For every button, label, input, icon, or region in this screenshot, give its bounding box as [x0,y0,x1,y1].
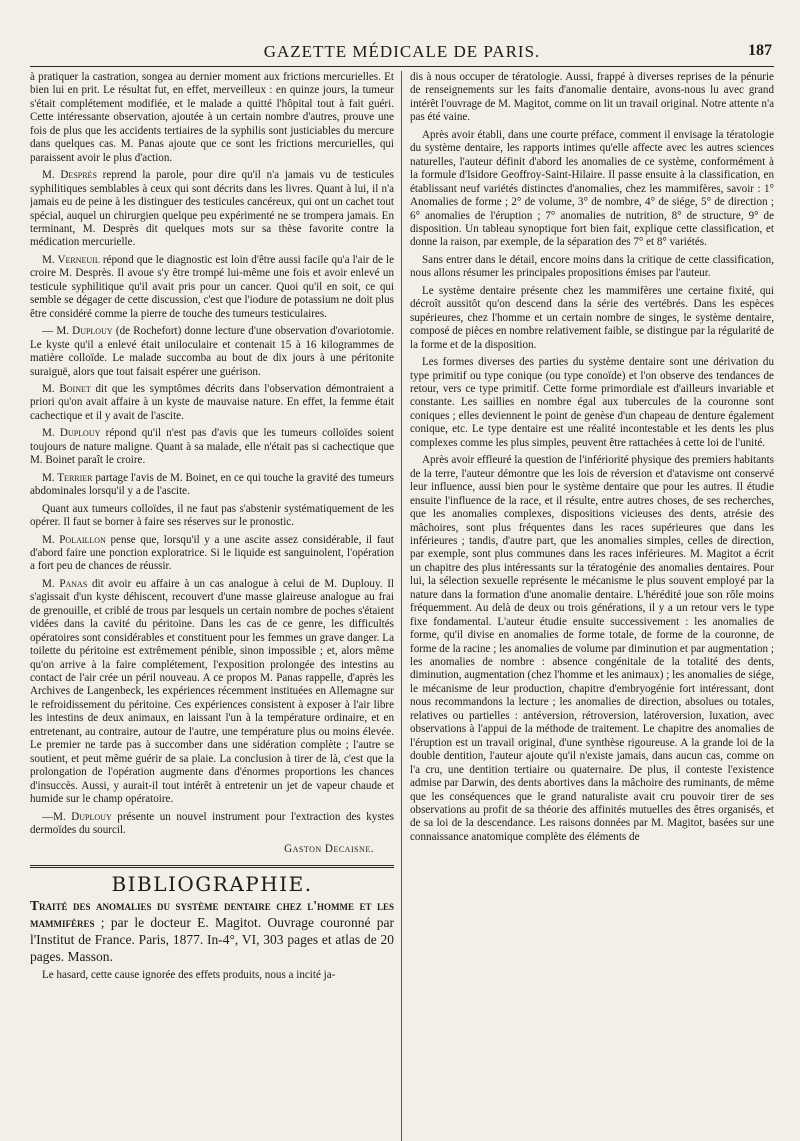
paragraph-text: partage l'avis de M. Boinet, en ce qui touche la gravité des tumeurs abdominales lorsqu'il y a de l'ascite. [30,471,394,498]
paragraph-text: dit que les symptômes décrits dans l'observation démontraient a priori qu'on avait affaire à un kyste de mauvaise nature. En effet, la femme était cachectique et il y avait de l'ascite. [30,382,394,422]
paragraph-text: dit avoir eu affaire à un cas analogue à celui de M. Duplouy. Il s'agissait d'un kyste déhiscent, recouvert d'une masse glaireuse analogue au frai de grenouille, et criblé de trous par lesquels un certain nombre de poches s'étaient vidées dans la cavité du péritoine. Dans les cas de ce genre, les difficultés opératoires sont considérables et constituent pour les femmes un grave danger. La toilette du péritoine est extrêmement pénible, sinon impossible ; et, alors même qu'on arrive à la faire complétement, l'exposition prolongée des intestins au contact de l'air crée un péril nouveau. A ce propos M. Panas rappelle, d'après les Archives de Langenbeck, les expériences récemment instituées en Allemagne sur le refroidissement du péritoine. Ces expériences consistent à exposer à l'air libre les intestins de deux animaux, en laissant l'un à la température ordinaire, et en entretenant, au contraire, autour de l'autre, une température plus ou moins élevée. Le premier ne tarde pas à succomber dans une sidération complète ; l'autre se soutient, et peut même guérir de sa plaie. La conclusion à tirer de là, c'est que la prolongation de l'opération augmente dans d'énormes proportions les chances d'insuccès. Aussi, y aurait-il tout intérêt à entretenir un jet de vapeur chaude et humide sur le champ opératoire. [30,577,394,806]
paragraph-text: présente un nouvel instrument pour l'extraction des kystes dermoïdes du sourcil. [30,810,394,837]
paragraph: Sans entrer dans le détail, encore moins dans la critique de cette classification, nous allons résumer les principales propositions émises par l'auteur. [410,253,774,280]
speaker-name: M. Panas [42,577,88,590]
journal-title: GAZETTE MÉDICALE DE PARIS. [263,42,541,61]
paragraph [30,427,394,467]
paragraph-text: pense que, lorsqu'il y a une ascite assez considérable, il faut d'abord faire une ponction exploratrice. Si le liquide est sanguinolent, l'opération a fort peu de chances de réussir. [30,533,394,573]
paragraph [30,534,394,574]
paragraph: Le hasard, cette cause ignorée des effets produits, nous a incité ja- [42,969,336,982]
paragraph: à pratiquer la castration, songea au dernier moment aux frictions mercurielles. Et bien lui en prit. Le résultat fut, en effet, merveilleux : en quinze jours, la tumeur s'était complétement modifiée, et le malade a quitté l'hôpital tout à fait guéri. Cette intéressante observation, ajoutée à un certain nombre d'autres, prouve une fois de plus que les accidents tertiaires de la syphilis sont justiciables du mercure dans quelques cas. M. Panas ajoute que ce sont les frictions mercurielles, qui paraissent avoir le plus d'action. [30,71,394,164]
paragraph [30,578,394,807]
bibliography-entry [30,897,394,965]
author-signature: Gaston Decaisne. [284,843,374,856]
paragraph: Après avoir effleuré la question de l'infériorité physique des premiers habitants de la terre, l'auteur démontre que les lois de réversion et d'atavisme ont conservé leur influence, aussi bien pour le système dentaire que pour les autres. Il étudie ensuite l'influence de la race, et il résulte, entre autres choses, de ses recherches, que les anomalies complexes, dispositions vicieuses des dents, atrésie des mâchoires, sont plus fréquentes dans les races supérieures que dans les inférieures ; tandis, d'autre part, que les anomalies simples, celles de direction, par exemple, sont plus communes dans les races inférieures. M. Magitot a écrit un chapitre des plus intéressants sur la tératogénie des anomalies dentaires. Pour lui, la sélection sexuelle représente le mécanisme le plus souvent employé par la nature dans la formation d'une anomalie dentaire. L'hérédité joue son rôle moins fréquemment. Au delà de deux ou trois générations, il y a un retour vers le type fixe fondamental. L'auteur étudie ensuite successivement : les anomalies de forme, qu'il divise en anomalies de forme totale, de forme de la couronne, de forme de la racine ; les anomalies de volume par diminution et par augmentation ; les anomalies de nombre : absence congénitale de la totalité des dents, diminution, augmentation (chez l'homme et les animaux) ; les anomalies de siége, le mécanisme de leur production, chapitre d'embryogénie fort intéressant, dont nous recommandons la lecture ; les anomalies de direction, absolues ou totales, relatives ou partielles : antéversion, rétroversion, latéroversion, luxation, avec observations à l'appui de la méthode de traitement. Le chapitre des anomalies de l'éruption est un travail original, d'une synthèse rigoureuse. A la grande loi de la double dentition, l'auteur ajoute qu'il n'existe jamais, dans aucun cas, comme on l'a cru, une dentition tertiaire ou quaternaire. De plus, il conteste l'existence admise par Darwin, des dents abortives dans la mâchoire des ruminants, de même que les conséquences que le grand naturaliste avait cru pouvoir tirer de ses observations au profit de sa théorie des affinités mutuelles des êtres organisés, et de sa loi de la descendance. Les raisons données par M. Magitot, basées sur une connaissance anatomique complète des éléments de [410,454,774,843]
paragraph: Le système dentaire présente chez les mammifères une certaine fixité, qui décroît aussitôt qu'on descend dans la série des vertébrés. Dans les espèces supérieures, chez l'homme et un certain nombre de singes, le système dentaire, composé de pièces en nombre relativement faible, se distingue par la régularité de la forme et de la disposition. [410,284,774,351]
speaker-name: — M. Duplouy [42,325,113,338]
book-details: ; par le docteur E. Magitot. Ouvrage couronné par l'Institut de France. Paris, 1877. In-4°, VI, 303 pages et atlas de 20 pages. Masson. [30,915,394,965]
speaker-name: M. Polaillon [42,533,106,546]
page-number: 187 [748,42,772,59]
book-title: Traité des anomalies du système dentaire chez l'homme et les mammifères [30,898,394,931]
speaker-name: —M. Duplouy [42,810,112,823]
paragraph: Après avoir établi, dans une courte préface, comment il envisage la tératologie du système dentaire, les rapports intimes qu'elle affecte avec les autres sciences naturelles, l'auteur définit d'abord les anomalies de ce système, conformément à la formule d'Isidore Geoffroy-Saint-Hilaire. Il passe ensuite à la classification, en établissant neuf variétés distinctes d'anomalies, chez les mammifères, savoir : 1° Anomalies de forme ; 2° de volume, 3° de nombre, 4° de siége, 5° de direction ; 6° anomalies de l'éruption ; 7° anomalies de nutrition, 8° de structure, 9° de disposition. Un tableau synoptique fort bien fait, explique cette classification, et donne la raison, par exemple, de la séparation des 7° et 8° variétés. [410,128,774,249]
section-heading: BIBLIOGRAPHIE. [111,871,313,896]
paragraph [30,325,394,379]
left-column [30,71,402,1141]
paragraph [30,169,394,250]
paragraph [30,811,394,838]
paragraph: Les formes diverses des parties du système dentaire sont une dérivation du type primitif ou type conique (ou type conoïde) et l'on observe des tendances de retour, vers ce type primitif. Cette forme primordiale est d'ailleurs invariable et constante. Les saillies en nombre égal aux tubercules de la couronne sont coniques ; elles deviennent le point de genèse d'un chapeau de denture également conique, etc. Le type dentaire est une réalité incontestable et les dents les plus complexes comme les plus simples, peuvent être rattachées à cette loi de l'unité. [410,356,774,449]
speaker-name: M. Boinet [42,382,91,395]
paragraph [30,472,394,499]
page-header [30,40,774,67]
speaker-name: M. Terrier [42,471,93,484]
paragraph: Quant aux tumeurs colloïdes, il ne faut pas s'abstenir systématiquement de les opérer. Il faut se borner à faire ses réserves sur le pronostic. [30,502,394,529]
paragraph-text: (de Rochefort) donne lecture d'une observation d'ovariotomie. Le kyste qu'il a enlevé était uniloculaire et contenait 15 à 16 kilogrammes de matière colloïde. Le malade succomba au bout de dix jours à une péritonite suraiguë, alors que tout faisait espérer une guérison. [30,325,394,378]
right-column [402,71,774,1141]
section-divider [30,865,394,870]
paragraph [30,383,394,423]
paragraph-text: répond que le diagnostic est loin d'être aussi facile qu'a l'air de le croire M. Desprès. Il avoue s'y être trompé lui-même une fois et avoir enlevé un testicule syphilitique qu'il avait pris pour un cancer. Quoi qu'il en soit, ce qui semble se dégager de cette discussion, c'est que l'iodure de potassium ne doit plus être considéré comme la pierre de touche des tumeurs testiculaires. [30,253,395,320]
paragraph: dis à nous occuper de tératologie. Aussi, frappé à diverses reprises de la pénurie de renseignements sur les faits d'anomalie dentaire, avons-nous lu avec grand intérêt l'ouvrage de M. Magitot, comme on lit un travail original. Notre attente n'a pas été vaine. [410,71,774,124]
speaker-name: M. Verneuil [42,253,100,266]
paragraph [30,254,394,321]
speaker-name: M. Desprès [42,169,97,182]
paragraph-text: répond qu'il n'est pas d'avis que les tumeurs colloïdes soient toujours de nature maligne. Quant à sa malade, elle n'était pas si cachectique que M. Boinet paraît le croire. [30,427,394,467]
speaker-name: M. Duplouy [42,427,101,440]
paragraph-text: reprend la parole, pour dire qu'il n'a jamais vu de testicules syphilitiques semblables à ceux qui sont décrits dans les livres. Quant à lui, il n'a jamais eu de peine à les distinguer des testicules cancéreux, qui ont un cachet tout spécial, auquel un chirurgien quelque peu expérimenté ne se trompera jamais. En terminant, M. Desprès dit quelques mots sur sa thèse favorite contre la médication mercurielle. [30,169,394,249]
text-columns [30,71,774,1141]
